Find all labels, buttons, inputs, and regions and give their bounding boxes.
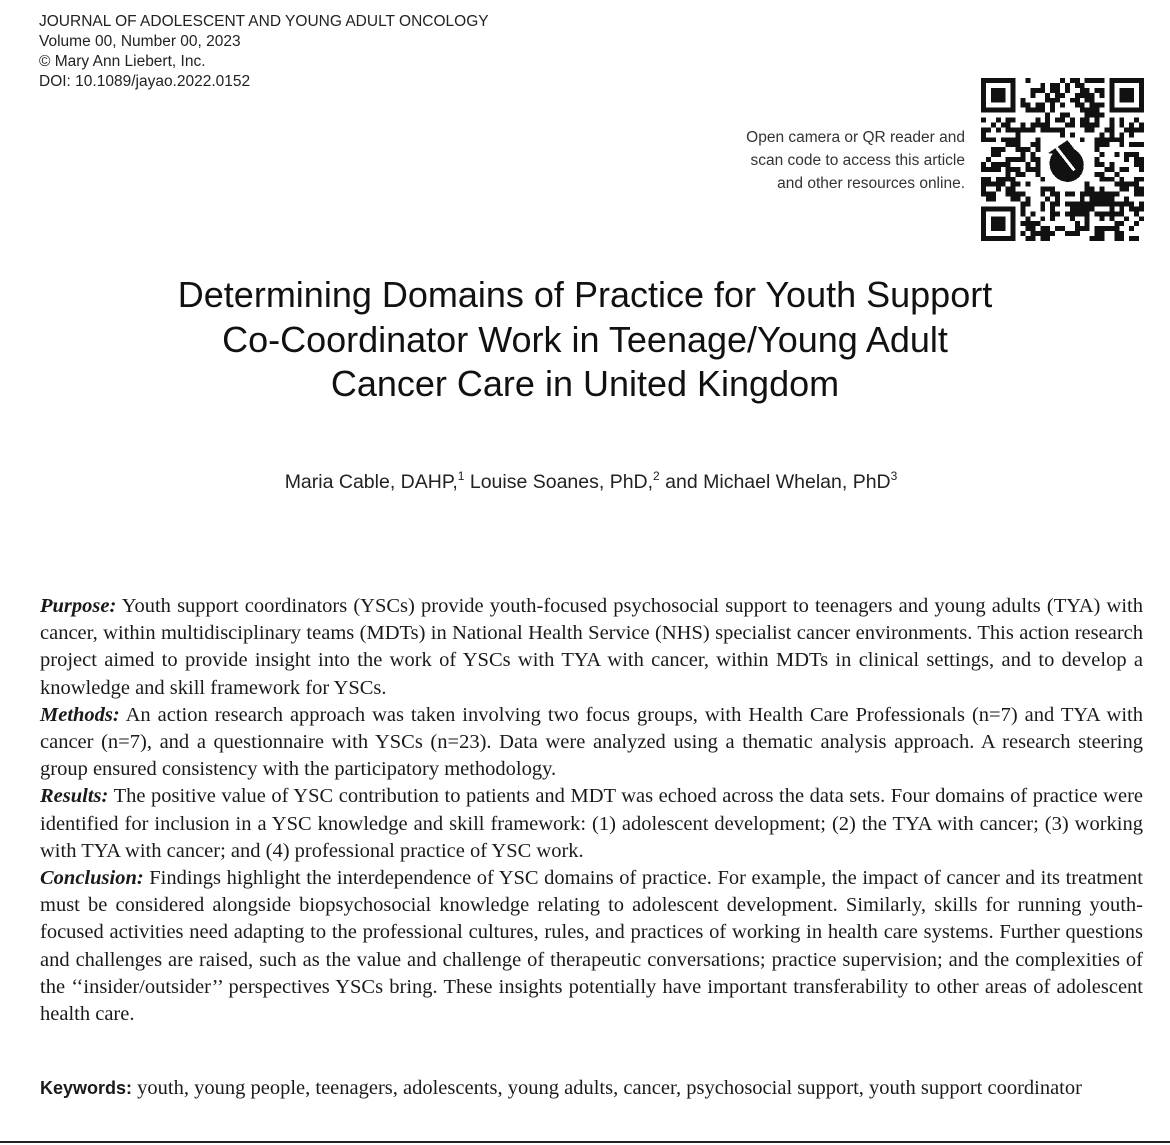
journal-doi: DOI: 10.1089/jayao.2022.0152 [39,73,251,90]
qr-instruction-line: Open camera or QR reader and [746,129,965,146]
conclusion-label: Conclusion: [40,867,144,890]
qr-code-icon[interactable] [980,78,1145,241]
qr-instruction-line: and other resources online. [777,175,965,192]
affiliation-marker: 3 [890,469,898,483]
methods-label: Methods: [40,703,120,726]
abstract-results [40,783,1143,865]
title-line: Cancer Care in United Kingdom [330,363,840,404]
author-name: Louise Soanes, PhD, [469,471,654,493]
journal-copyright: © Mary Ann Liebert, Inc. [39,53,206,70]
keywords [40,1075,1143,1102]
results-text: The positive value of YSC contribution to patients and MDT was echoed across the data sets. Four domains of practice were identified for inclusion in a YSC knowledge and skill framework: (1) adolescent development; (2) the TYA with cancer; (3) working with TYA with cancer; and (4) professional practice of YSC work. [40,785,1143,862]
keywords-text: youth, young people, teenagers, adolescents, young adults, cancer, psychosocial support, youth support coordinator [137,1077,1082,1099]
abstract-methods [40,702,1143,784]
author-name: Michael Whelan, PhD [703,471,891,493]
journal-name: JOURNAL OF ADOLESCENT AND YOUNG ADULT ONCOLOGY [39,13,489,30]
article-title [0,273,1170,407]
journal-volume: Volume 00, Number 00, 2023 [39,33,241,50]
bottom-divider [0,1141,1170,1143]
abstract [40,593,1143,1028]
affiliation-marker: 2 [653,469,660,483]
qr-instruction-line: scan code to access this article [750,152,965,169]
journal-header [39,12,489,92]
title-line: Co-Coordinator Work in Teenage/Young Adult [222,318,948,360]
abstract-purpose [40,593,1143,702]
affiliation-marker: 1 [457,469,465,483]
author-list [0,471,1170,494]
title-line: Determining Domains of Practice for Youth Support [177,274,993,315]
purpose-text: Youth support coordinators (YSCs) provide youth-focused psychosocial support to teenagers and young adults (TYA) with cancer, within multidisciplinary teams (MDTs) in National Health Service (NHS) specialist cancer environments. This action research project aimed to provide insight into the work of YSCs with TYA with cancer, within MDTs in clinical settings, and to develop a knowledge and skill framework for YSCs. [40,595,1143,699]
author-joiner: and [665,471,698,493]
author-name: Maria Cable, DAHP, [284,471,458,493]
methods-text: An action research approach was taken involving two focus groups, with Health Care Professionals (n=7) and TYA with cancer (n=7), and a questionnaire with YSCs (n=23). Data were analyzed using a thematic analysis approach. A research steering group ensured consistency with the participatory methodology. [40,703,1144,781]
abstract-conclusion [40,865,1143,1028]
qr-instructions [746,126,965,195]
purpose-label: Purpose: [40,595,117,617]
conclusion-text: Findings highlight the interdependence of YSC domains of practice. For example, the impact of cancer and its treatment must be considered alongside biopsychosocial knowledge relating to adolescent development. Similarly, skills for running youth-focused activities need adapting to the professional cultures, rules, and practices of working in health care systems. Further questions and challenges are raised, such as the value and challenge of therapeutic conversations; practice supervision; and the complexities of the ‘‘insider/outsider’’ perspectives YSCs bring. These insights potentially have important transferability to other areas of adolescent health care. [40,867,1143,1026]
keywords-label: Keywords: [40,1078,133,1098]
results-label: Results: [40,785,109,808]
